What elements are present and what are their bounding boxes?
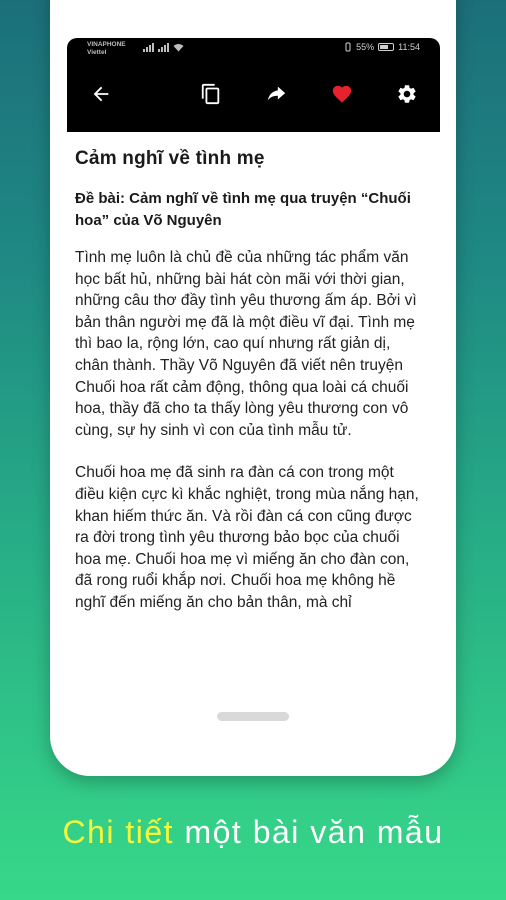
app-toolbar bbox=[67, 60, 440, 132]
share-button[interactable] bbox=[260, 78, 292, 110]
promo-caption bbox=[0, 814, 506, 851]
article-paragraph: Tình mẹ luôn là chủ đề của những tác phẩm văn học bất hủ, những bài hát còn mãi với thời gian, những câu thơ đầy tình yêu thương ấm áp. Bởi vì bản thân người mẹ đã là một điều vĩ đại. Tình mẹ thì bao la, rộng lớn, cao quí nhưng rất giản dị, chân thành. Thầy Võ Nguyên đã viết nên truyện Chuối hoa rất cảm động, thông qua loài cá chuối hoa, thầy đã cho ta thấy lòng yêu thương con vô cùng, sự hy sinh vì con của tình mẫu tử. bbox=[75, 249, 417, 439]
carrier-info bbox=[87, 41, 126, 57]
arrow-left-icon bbox=[90, 83, 112, 105]
article-paragraph: Chuối hoa mẹ đã sinh ra đàn cá con trong một điều kiện cực kì khắc nghiệt, trong mùa nắng hạn, khan hiếm thức ăn. Và rồi đàn cá con cũng được ra đời trong tình yêu thương bảo bọc của chuối hoa mẹ. Chuối hoa mẹ vì miếng ăn cho đàn con, đã rong ruổi khắp nơi. Chuối hoa mẹ không hề nghĩ đến miếng ăn cho bản thân, mà chỉ bbox=[75, 464, 419, 611]
phone-frame bbox=[50, 0, 456, 776]
battery-percent: 55% bbox=[356, 42, 375, 52]
status-bar bbox=[67, 38, 440, 60]
caption-rest: một bài văn mẫu bbox=[174, 814, 444, 850]
heart-icon bbox=[330, 83, 354, 105]
battery-icon bbox=[378, 43, 394, 51]
back-button[interactable] bbox=[85, 78, 117, 110]
copy-button[interactable] bbox=[195, 78, 227, 110]
carrier-2: Viettel bbox=[87, 49, 107, 56]
gear-icon bbox=[396, 83, 418, 105]
signal-icon bbox=[143, 43, 154, 52]
caption-highlight: Chi tiết bbox=[62, 814, 175, 850]
status-right bbox=[344, 42, 420, 52]
signal-icons bbox=[143, 43, 184, 52]
scroll-handle[interactable] bbox=[217, 712, 289, 721]
article-viewport[interactable] bbox=[50, 142, 456, 672]
vibrate-icon bbox=[344, 42, 352, 52]
article-title: Cảm nghĩ về tình mẹ bbox=[75, 148, 265, 169]
carrier-1: VINAPHONE bbox=[87, 41, 126, 48]
article-subtitle: Đề bài: Cảm nghĩ về tình mẹ qua truyện “Chuối hoa” của Võ Nguyên bbox=[75, 190, 411, 229]
clock: 11:54 bbox=[398, 42, 420, 52]
favorite-button[interactable] bbox=[326, 78, 358, 110]
share-icon bbox=[263, 83, 289, 105]
article-content bbox=[75, 142, 420, 614]
wifi-icon bbox=[173, 43, 184, 52]
signal-icon bbox=[158, 43, 169, 52]
copy-icon bbox=[200, 83, 222, 105]
settings-button[interactable] bbox=[391, 78, 423, 110]
